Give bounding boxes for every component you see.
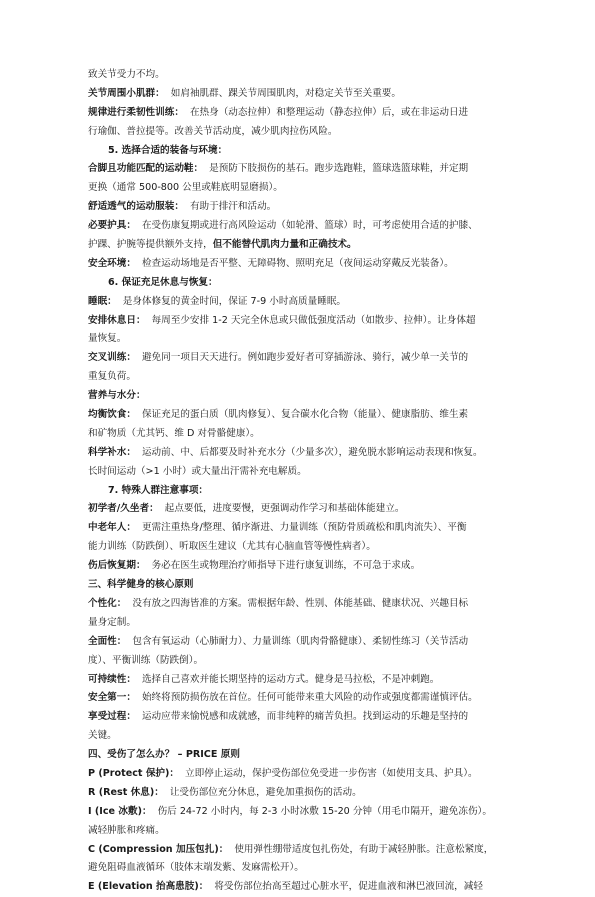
- line-text: 减轻肿胀和疼痛。: [88, 824, 165, 836]
- line-text: 致关节受力不均。: [88, 69, 165, 80]
- text-line: [88, 236, 512, 255]
- list-item: [88, 557, 512, 576]
- list-item: [88, 349, 512, 368]
- item-label: 关节周围小肌群：: [88, 87, 165, 99]
- text-line: [88, 179, 512, 198]
- list-item: [88, 519, 512, 538]
- line-text: 能力训练（防跌倒）、听取医生建议（尤其有心脑血管等慢性病者）。: [88, 541, 376, 553]
- item-label: 伤后恢复期：: [88, 560, 146, 572]
- line-text: 重复负荷。: [88, 371, 136, 383]
- item-label: 中老年人：: [88, 522, 136, 534]
- item-text: 没有放之四海皆准的方案。需根据年龄、性别、体能基础、健康状况、兴趣目标: [132, 597, 469, 609]
- item-text: 包含有氧运动（心肺耐力）、力量训练（肌肉骨骼健康）、柔韧性练习（关节活动: [132, 635, 469, 647]
- item-text: 使用弹性绷带适度包扎伤处，有助于减轻肿胀。注意松紧度，: [234, 843, 494, 855]
- list-item: [88, 500, 512, 519]
- list-item: [88, 803, 512, 822]
- line-text: 护踝、护腕等提供额外支持，: [88, 239, 213, 251]
- item-label: 全面性：: [88, 635, 127, 647]
- list-item: [88, 633, 512, 652]
- item-label: 舒适透气的运动服装：: [88, 201, 184, 213]
- item-text: 在热身（动态拉伸）和整理运动（静态拉伸）后，或在非运动日进: [189, 106, 469, 118]
- list-item: [88, 444, 512, 463]
- line-text: 更换（通常 500-800 公里或鞋底明显磨损）。: [88, 182, 283, 194]
- item-label: 初学者/久坐者：: [88, 503, 159, 515]
- line-text: 关键。: [88, 730, 117, 742]
- item-text: 检查运动场地是否平整、无障碍物、照明充足（夜间运动穿戴反光装备）。: [141, 257, 454, 269]
- text-line: [88, 66, 512, 85]
- document-body: [88, 66, 512, 897]
- emphasis-text: 但不能替代肌肉力量和正确技术。: [212, 239, 357, 251]
- list-item: [88, 85, 512, 104]
- text-line: [88, 727, 512, 746]
- list-item: [88, 255, 512, 274]
- item-text: 是身体修复的黄金时间，保证 7-9 小时高质量睡眠。: [122, 295, 347, 307]
- item-label: 营养与水分：: [88, 390, 146, 402]
- item-text: 选择自己喜欢并能长期坚持的运动方式。健身是马拉松，不是冲刺跑。: [141, 673, 440, 685]
- list-item: [88, 708, 512, 727]
- list-item: [88, 104, 512, 123]
- item-text: 有助于排汗和活动。: [189, 201, 277, 213]
- item-text: 将受伤部位抬高至超过心脏水平，促进血液和淋巴液回流，减轻: [214, 881, 483, 893]
- line-text: 长时间运动（>1 小时）或大量出汗需补充电解质。: [88, 465, 307, 477]
- text-line: [88, 822, 512, 841]
- list-item: [88, 841, 512, 860]
- item-text: 运动应带来愉悦感和成就感，而非纯粹的痛苦负担。找到运动的乐趣是坚持的: [141, 711, 469, 723]
- item-text: 如肩袖肌群、踝关节周围肌肉，对稳定关节至关重要。: [170, 87, 401, 99]
- item-label: E (Elevation 抬高患肢)：: [88, 881, 209, 893]
- item-label: 科学补水：: [88, 446, 136, 458]
- list-item: [88, 312, 512, 331]
- list-item: [88, 784, 512, 803]
- item-text: 立即停止运动，保护受伤部位免受进一步伤害（如使用支具、护具）。: [184, 767, 478, 779]
- item-text: 在受伤康复期或进行高风险运动（如轮滑、篮球）时，可考虑使用合适的护膝、: [141, 220, 478, 232]
- item-label: 安全第一：: [88, 692, 136, 704]
- item-label: P (Protect 保护)：: [88, 767, 179, 779]
- item-label: 交叉训练：: [88, 352, 136, 364]
- list-item: [88, 878, 512, 897]
- list-item: [88, 293, 512, 312]
- line-text: 和矿物质（尤其钙、维 D 对骨骼健康）。: [88, 427, 260, 439]
- item-label: 睡眠：: [88, 295, 117, 307]
- line-text: 量恢复。: [88, 333, 127, 345]
- list-item: [88, 689, 512, 708]
- line-text: 行瑜伽、普拉提等。改善关节活动度，减少肌肉拉伤风险。: [88, 125, 338, 137]
- item-label: 可持续性：: [88, 673, 136, 685]
- item-label: I (Ice 冰敷)：: [88, 805, 152, 817]
- item-label: 均衡饮食：: [88, 409, 136, 421]
- text-line: [88, 330, 512, 349]
- item-text: 更需注重热身/整理、循序渐进、力量训练（预防骨质疏松和肌肉流失）、平衡: [141, 522, 467, 534]
- text-line: [88, 614, 512, 633]
- item-label: 享受过程：: [88, 711, 136, 723]
- text-line: [88, 463, 512, 482]
- item-text: 始终将预防损伤放在首位。任何可能带来重大风险的动作或强度都需谨慎评估。: [141, 692, 478, 704]
- subsection-heading: 6. 保证充足休息与恢复：: [108, 276, 218, 288]
- subsection-heading: 5. 选择合适的装备与环境：: [108, 144, 228, 156]
- list-item: [88, 765, 512, 784]
- item-label: 规律进行柔韧性训练：: [88, 106, 184, 118]
- list-item: [88, 160, 512, 179]
- list-item: [88, 406, 512, 425]
- item-text: 每周至少安排 1-2 天完全休息或只做低强度活动（如散步、拉伸）。让身体超: [151, 314, 476, 326]
- text-line: [88, 425, 512, 444]
- item-label: 安排休息日：: [88, 314, 146, 326]
- list-item: [88, 595, 512, 614]
- item-text: 是预防下肢损伤的基石。跑步选跑鞋，篮球选篮球鞋，并定期: [209, 163, 469, 175]
- item-text: 避免同一项目天天进行。例如跑步爱好者可穿插游泳、骑行，减少单一关节的: [141, 352, 469, 364]
- item-label: 安全环境：: [88, 257, 136, 269]
- item-text: 务必在医生或物理治疗师指导下进行康复训练，不可急于求成。: [151, 560, 421, 572]
- section-heading: 三、科学健身的核心原则: [88, 579, 194, 591]
- item-label: R (Rest 休息)：: [88, 786, 164, 798]
- line-text: 避免阻碍血液循环（肢体末端发紫、发麻需松开）。: [88, 862, 304, 874]
- list-item: [88, 217, 512, 236]
- text-line: [88, 652, 512, 671]
- text-line: [88, 859, 512, 878]
- line-text: 量身定制。: [88, 616, 136, 628]
- item-text: 让受伤部位充分休息，避免加重损伤的活动。: [169, 786, 362, 798]
- list-item: [88, 387, 512, 406]
- item-text: 保证充足的蛋白质（肌肉修复）、复合碳水化合物（能量）、健康脂肪、维生素: [141, 409, 469, 421]
- item-label: 合脚且功能匹配的运动鞋：: [88, 163, 204, 175]
- item-text: 伤后 24-72 小时内，每 2-3 小时冰敷 15-20 分钟（用毛巾隔开，避免冻伤）。: [157, 805, 492, 817]
- text-line: [88, 538, 512, 557]
- item-text: 起点要低，进度要慢，更强调动作学习和基础体能建立。: [164, 503, 405, 515]
- item-label: C (Compression 加压包扎)：: [88, 843, 229, 855]
- line-text: 度）、平衡训练（防跌倒）。: [88, 654, 204, 666]
- list-item: [88, 671, 512, 690]
- item-text: 运动前、中、后都要及时补充水分（少量多次），避免脱水影响运动表现和恢复。: [141, 446, 483, 458]
- text-line: [88, 368, 512, 387]
- section-heading: 四、受伤了怎么办？ – PRICE 原则: [88, 749, 240, 761]
- list-item: [88, 198, 512, 217]
- subsection-heading: 7. 特殊人群注意事项：: [108, 484, 209, 496]
- item-label: 必要护具：: [88, 220, 136, 232]
- item-label: 个性化：: [88, 597, 127, 609]
- text-line: [88, 123, 512, 142]
